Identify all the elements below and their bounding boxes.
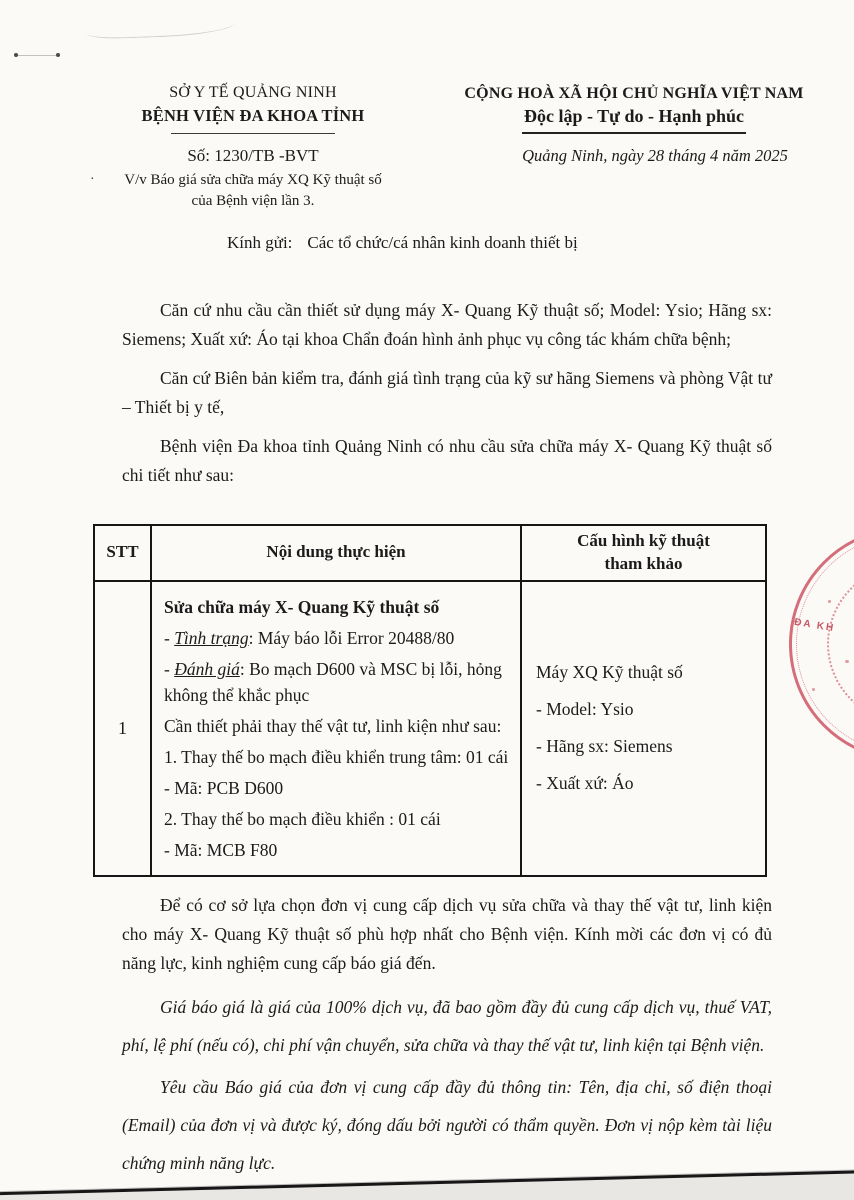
national-header-block bbox=[446, 84, 822, 166]
work-item-2-code: - Mã: MCB F80 bbox=[164, 839, 278, 860]
pen-mark-artifact bbox=[16, 55, 58, 58]
subject-line-1: V/v Báo giá sửa chữa máy XQ Kỹ thuật số bbox=[124, 172, 382, 189]
repair-items-table bbox=[93, 524, 767, 877]
status-lead-label: Tình trạng bbox=[174, 627, 249, 648]
spec-origin: - Xuất xứ: Áo bbox=[536, 773, 634, 794]
document-subject bbox=[88, 170, 418, 211]
paragraph-basis-2: Căn cứ Biên bản kiểm tra, đánh giá tình trạng của kỹ sư hãng Siemens và phòng Vật tư – Thiết bị y tế, bbox=[122, 368, 772, 417]
work-assessment-line: - Đánh giá: Bo mạch D600 và MSC bị lỗi, hỏng không thể khắc phục bbox=[164, 658, 502, 705]
salutation-recipient: Các tổ chức/cá nhân kinh doanh thiết bị bbox=[307, 233, 578, 252]
hospital-name: BỆNH VIỆN ĐA KHOA TỈNH bbox=[141, 106, 365, 126]
work-need-line: Cần thiết phải thay thế vật tư, linh kiện như sau: bbox=[164, 715, 502, 736]
work-item-2: 2. Thay thế bo mạch điều khiển : 01 cái bbox=[164, 808, 441, 829]
assessment-lead-label: Đánh giá bbox=[174, 658, 240, 679]
spec-device: Máy XQ Kỹ thuật số bbox=[536, 662, 683, 683]
table-header-stt: STT bbox=[94, 525, 151, 581]
document-body bbox=[106, 296, 772, 1182]
table-header-row bbox=[94, 525, 766, 581]
salutation-line bbox=[227, 233, 578, 253]
table-header-content: Nội dung thực hiện bbox=[151, 525, 521, 581]
table-header-spec bbox=[521, 525, 766, 581]
work-status-line: - Tình trạng: Máy báo lỗi Error 20488/80 bbox=[164, 627, 455, 648]
work-item-1-code: - Mã: PCB D600 bbox=[164, 777, 284, 798]
stamp-ink-speck bbox=[828, 600, 831, 603]
document-number: Số: 1230/TB -BVT bbox=[187, 145, 319, 165]
national-motto-line2: Độc lập - Tự do - Hạnh phúc bbox=[522, 106, 746, 134]
paragraph-invitation: Để có cơ sở lựa chọn đơn vị cung cấp dịch vụ sửa chữa và thay thế vật tư, linh kiện cho máy X- Quang Kỹ thuật số phù hợp nhất cho Bệnh viện. Kính mời các đơn vị có đủ năng lực, kinh nghiệm cung cấp báo giá đến. bbox=[122, 894, 772, 973]
work-content-cell bbox=[151, 581, 521, 876]
work-item-1: 1. Thay thế bo mạch điều khiển trung tâm: 01 cái bbox=[164, 746, 509, 767]
work-title: Sửa chữa máy X- Quang Kỹ thuật số bbox=[164, 596, 440, 617]
spec-manufacturer: - Hãng sx: Siemens bbox=[536, 736, 673, 757]
salutation-label: Kính gửi: bbox=[227, 233, 293, 252]
paragraph-request-intro: Bệnh viện Đa khoa tỉnh Quảng Ninh có nhu cầu sửa chữa máy X- Quang Kỹ thuật số chi tiết như sau: bbox=[122, 436, 772, 485]
paragraph-quote-requirements: Yêu cầu Báo giá của đơn vị cung cấp đầy đủ thông tin: Tên, địa chỉ, số điện thoại (Email) của đơn vị và được ký, đóng dấu bởi người có thẩm quyền. Đơn vị nộp kèm tài liệu chứng minh năng lực. bbox=[122, 1076, 772, 1173]
subject-bullet-mark: · bbox=[90, 172, 95, 188]
table-header-spec-line1: Cấu hình kỹ thuật bbox=[577, 531, 710, 550]
issuing-agency-block bbox=[88, 83, 418, 211]
red-circular-stamp bbox=[789, 527, 854, 761]
scan-smudge bbox=[86, 21, 236, 39]
subject-line-2: của Bệnh viện lần 3. bbox=[191, 192, 315, 209]
place-and-date-line: Quảng Ninh, ngày 28 tháng 4 năm 2025 bbox=[522, 145, 788, 165]
spec-reference-cell bbox=[521, 581, 766, 876]
header-divider-line bbox=[171, 133, 335, 134]
paragraph-basis-1: Căn cứ nhu cầu cần thiết sử dụng máy X- Quang Kỹ thuật số; Model: Ysio; Hãng sx: Siemens; Xuất xứ: Áo tại khoa Chẩn đoán hình ảnh phục vụ công tác khám chữa bệnh; bbox=[122, 300, 772, 349]
paragraph-price-terms: Giá báo giá là giá của 100% dịch vụ, đã bao gồm đầy đủ cung cấp dịch vụ, thuế VAT, phí, lệ phí (nếu có), chi phí vận chuyển, sửa chữa và thay thế vật tư, linh kiện tại Bệnh viện. bbox=[122, 996, 772, 1055]
national-motto-line1: CỘNG HOÀ XÃ HỘI CHỦ NGHĨA VIỆT NAM bbox=[464, 85, 804, 102]
parent-agency-name: SỞ Y TẾ QUẢNG NINH bbox=[169, 84, 337, 101]
spec-model: - Model: Ysio bbox=[536, 699, 634, 720]
table-header-spec-line2: tham khảo bbox=[604, 553, 683, 573]
row-number-cell: 1 bbox=[94, 581, 151, 876]
stamp-ink-speck bbox=[845, 660, 849, 663]
table-row bbox=[94, 581, 766, 876]
stamp-ink-speck bbox=[812, 688, 815, 691]
stamp-text-fragment: ĐA KH bbox=[793, 616, 836, 635]
